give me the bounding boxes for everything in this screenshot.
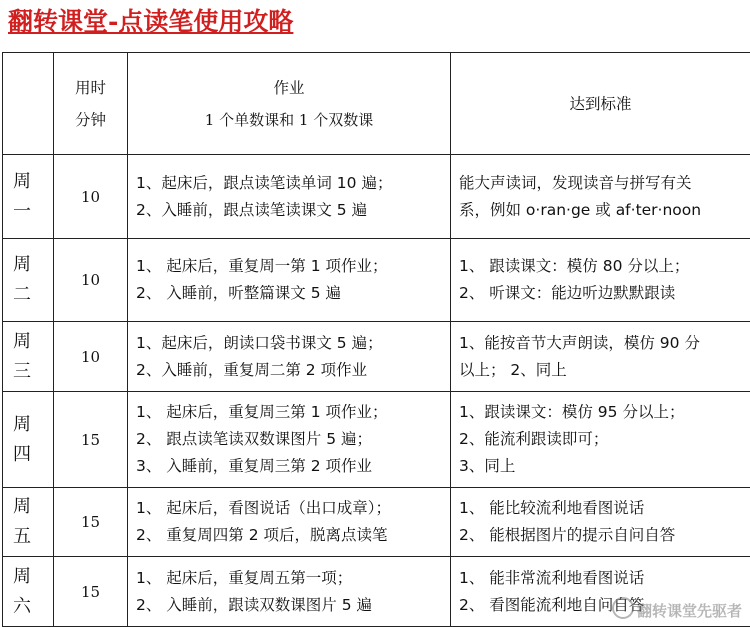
standards-cell (451, 488, 750, 557)
minutes-cell: 15 (54, 488, 128, 557)
tasks-cell (128, 155, 451, 239)
header-minutes-line2: 分钟 (74, 110, 106, 129)
task-line: 2、入睡前，跟点读笔读课文 5 遍 (136, 200, 368, 219)
day-cell (3, 322, 54, 392)
standard-line: 2、 听课文：能边听边默默跟读 (459, 284, 676, 302)
day-label-1: 周 (13, 496, 31, 517)
day-cell (3, 488, 54, 557)
header-homework-line1: 作业 (273, 78, 305, 97)
minutes-cell: 10 (54, 155, 128, 239)
tasks-cell (128, 392, 451, 488)
standard-line: 1、 跟读课文：模仿 80 分以上； (459, 257, 690, 275)
day-label-1: 周 (13, 170, 31, 192)
minutes-cell: 10 (54, 239, 128, 322)
header-minutes (54, 53, 128, 155)
tasks-cell (128, 557, 451, 627)
standard-line: 2、 看图能流利地自问自答 (459, 595, 645, 614)
day-label-2: 四 (13, 443, 31, 465)
table-row (3, 322, 750, 392)
day-label-2: 六 (13, 595, 31, 617)
task-line: 2、入睡前，重复周二第 2 项作业 (136, 360, 368, 379)
minutes-cell: 10 (54, 322, 128, 392)
standard-line: 1、 能非常流利地看图说话 (459, 568, 645, 587)
table-row (3, 488, 750, 557)
homework-table (2, 52, 750, 627)
task-line: 2、 入睡前，跟读双数课图片 5 遍 (136, 595, 373, 614)
standard-line: 1、跟读课文：模仿 95 分以上； (459, 403, 685, 421)
day-label-2: 一 (13, 200, 31, 222)
task-line: 3、 入睡前，重复周三第 2 项作业 (136, 457, 373, 475)
task-line: 2、 入睡前，听整篇课文 5 遍 (136, 284, 342, 302)
day-label-1: 周 (13, 565, 31, 587)
wechat-logo-icon (612, 597, 634, 619)
header-corner (3, 53, 54, 155)
standards-cell (451, 322, 750, 392)
task-line: 2、 重复周四第 2 项后，脱离点读笔 (136, 526, 388, 544)
watermark (612, 597, 742, 621)
day-label-1: 周 (13, 254, 31, 275)
standard-line: 3、同上 (459, 457, 516, 475)
standard-line: 1、 能比较流利地看图说话 (459, 499, 645, 517)
standards-cell (451, 392, 750, 488)
day-label-2: 三 (13, 360, 31, 382)
standard-line: 系，例如 o·ran·ge 或 af·ter·noon (459, 200, 702, 219)
tasks-cell (128, 322, 451, 392)
day-cell (3, 557, 54, 627)
table-row (3, 392, 750, 488)
task-line: 1、 起床后，看图说话（出口成章）； (136, 499, 392, 517)
task-line: 1、 起床后，重复周三第 1 项作业； (136, 403, 388, 421)
watermark-text: 翻转课堂先驱者 (636, 602, 742, 620)
tasks-cell (128, 488, 451, 557)
standard-line: 能大声读词，发现读音与拼写有关 (459, 173, 692, 192)
task-line: 1、 起床后，重复周一第 1 项作业； (136, 257, 388, 275)
minutes-cell: 15 (54, 392, 128, 488)
task-line: 1、 起床后，重复周五第一项； (136, 568, 353, 587)
header-homework (128, 53, 451, 155)
day-label-2: 二 (13, 284, 31, 305)
standards-cell (451, 239, 750, 322)
page-title: 翻转课堂-点读笔使用攻略 (8, 7, 294, 36)
task-line: 1、起床后，跟点读笔读单词 10 遍； (136, 173, 393, 192)
day-label-2: 五 (13, 526, 31, 547)
tasks-cell (128, 239, 451, 322)
standard-line: 以上； 2、同上 (459, 360, 567, 379)
table-row (3, 239, 750, 322)
standard-line: 2、能流利跟读即可； (459, 430, 609, 448)
header-minutes-line1: 用时 (74, 78, 106, 97)
task-line: 1、起床后，朗读口袋书课文 5 遍； (136, 333, 383, 352)
header-homework-line2: 1 个单数课和 1 个双数课 (204, 110, 374, 129)
header-row (3, 53, 750, 155)
standard-line: 2、 能根据图片的提示自问自答 (459, 526, 676, 544)
standard-line: 1、能按音节大声朗读，模仿 90 分 (459, 333, 700, 352)
minutes-cell: 15 (54, 557, 128, 627)
day-cell (3, 155, 54, 239)
standards-cell (451, 155, 750, 239)
day-label-1: 周 (13, 330, 31, 352)
table-row (3, 155, 750, 239)
day-cell (3, 392, 54, 488)
task-line: 2、 跟点读笔读双数课图片 5 遍； (136, 430, 373, 448)
header-standard: 达到标准 (451, 53, 750, 155)
day-label-1: 周 (13, 413, 31, 435)
day-cell (3, 239, 54, 322)
